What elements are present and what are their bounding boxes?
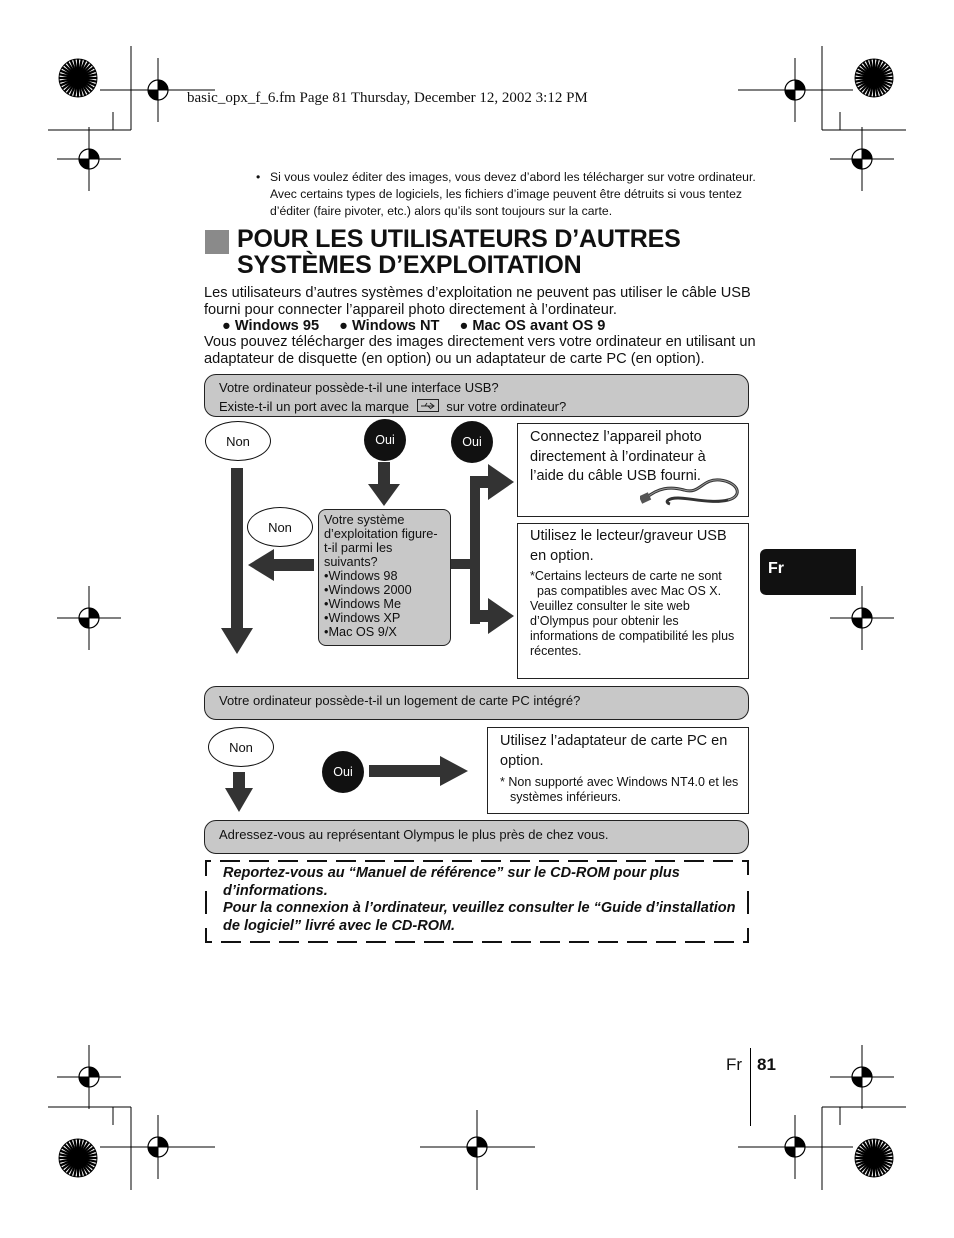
- language-tab: Fr: [760, 549, 856, 595]
- page-number: 81: [757, 1055, 776, 1074]
- os-item: ● Mac OS avant OS 9: [459, 318, 606, 334]
- note-text: Si vous voulez éditer des images, vous devez d’abord les télécharger sur votre ordinateur. Avec certains types de logiciels, les fichiers d’image peuvent être détruits si vous tentez d’éditer (faire pivoter, etc.) alors qu’ils sont toujours sur la carte.: [270, 170, 756, 218]
- intro-text: Les utilisateurs d’autres systèmes d’exploitation ne peuvent pas utiliser le câble USB fourni pour connecter l’appareil photo directement à l’ordinateur.: [204, 285, 751, 318]
- answer-oui-1: Oui: [364, 419, 406, 461]
- intro-text-2: Vous pouvez télécharger des images directement vers votre ordinateur en utilisant un adaptateur de disquette (en option) ou un adaptateur de carte PC (en option).: [204, 334, 756, 367]
- os-item: ● Windows NT: [339, 318, 440, 334]
- os-supported-item: •Windows Me: [324, 597, 402, 611]
- os-supported-item: •Windows 98: [324, 569, 398, 583]
- answer-non-3: Non: [208, 727, 274, 767]
- pc-card-adapter-note: * Non supporté avec Windows NT4.0 et les systèmes inférieurs.: [500, 775, 739, 804]
- answer-non-1: Non: [205, 421, 271, 461]
- answer-non-2: Non: [247, 507, 313, 547]
- connect-directly-text: Connectez l’appareil photo directement à l’ordinateur à l’aide du câble USB fourni.: [530, 429, 706, 484]
- footer-divider: [750, 1048, 751, 1126]
- os-item: ● Windows 95: [222, 318, 320, 334]
- answer-oui-2: Oui: [451, 421, 493, 463]
- reference-text: [223, 865, 743, 935]
- title-line-2: SYSTÈMES D’EXPLOITATION: [237, 251, 582, 279]
- answer-oui-3: Oui: [322, 751, 364, 793]
- question-usb-port: Existe-t-il un port avec la marque sur votre ordinateur?: [219, 399, 567, 414]
- pc-card-adapter-title: Utilisez l’adaptateur de carte PC en option.: [500, 733, 728, 769]
- os-question: Votre système d’exploitation figure-t-il parmi les suivants?: [324, 513, 438, 569]
- os-supported-item: •Mac OS 9/X: [324, 625, 397, 639]
- question-pc-card: Votre ordinateur possède-t-il un logement de carte PC intégré?: [219, 693, 581, 708]
- file-header: basic_opx_f_6.fm Page 81 Thursday, December 12, 2002 3:12 PM: [187, 90, 588, 106]
- os-supported-item: •Windows 2000: [324, 583, 412, 597]
- usb-reader-title: Utilisez le lecteur/graveur USB en option.: [530, 528, 727, 564]
- os-supported-item: •Windows XP: [324, 611, 401, 625]
- reference-line-1: Reportez-vous au “Manuel de référence” sur le CD-ROM pour plus d’informations.: [223, 865, 680, 899]
- contact-olympus: Adressez-vous au représentant Olympus le plus près de chez vous.: [219, 827, 609, 842]
- usb-reader-note: *Certains lecteurs de carte ne sont pas compatibles avec Mac OS X.: [530, 569, 722, 598]
- question-usb: Votre ordinateur possède-t-il une interface USB?: [219, 380, 499, 395]
- reference-line-2: Pour la connexion à l’ordinateur, veuillez consulter le “Guide d’installation de logiciel” livré avec le CD-ROM.: [223, 900, 736, 934]
- bullet: •: [256, 170, 261, 184]
- footer-language: Fr: [726, 1055, 743, 1074]
- usb-reader-site: Veuillez consulter le site web d’Olympus pour obtenir les informations de compatibilité les plus récentes.: [530, 599, 735, 658]
- title-line-1: POUR LES UTILISATEURS D’AUTRES: [237, 225, 681, 253]
